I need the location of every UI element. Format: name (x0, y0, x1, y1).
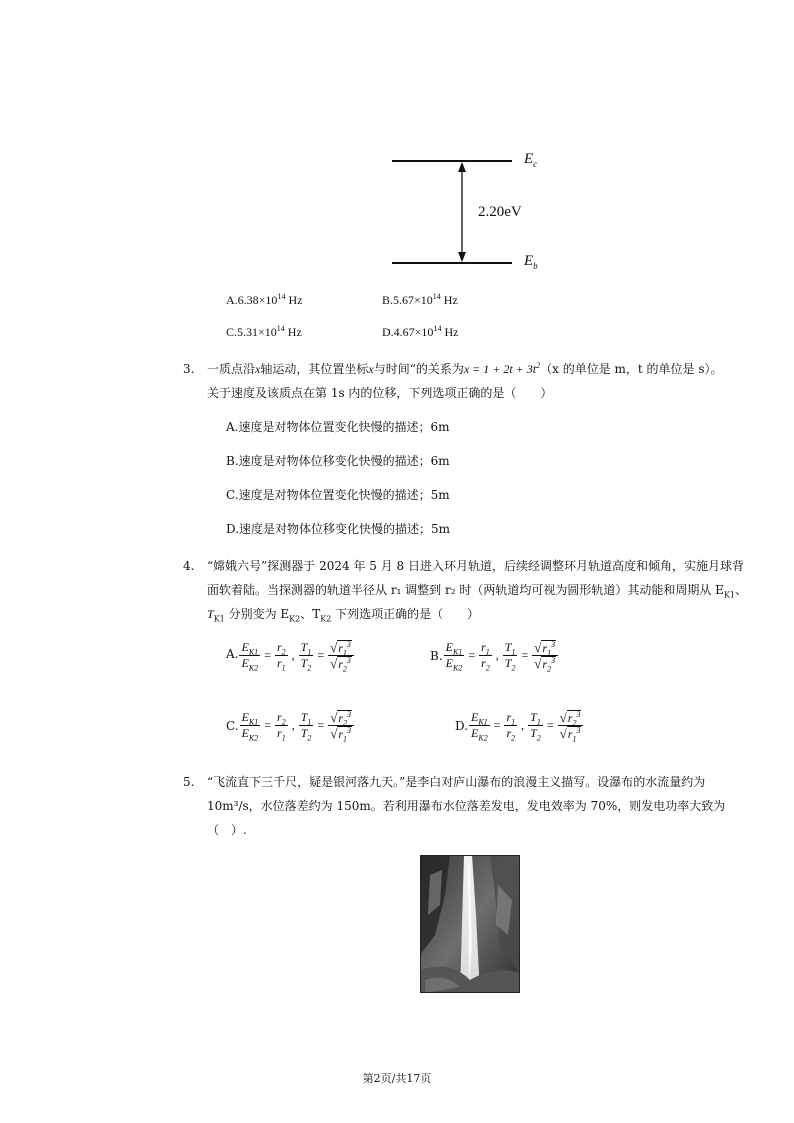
q3-option-c: C.速度是对物体位置变化快慢的描述；5m (226, 488, 450, 502)
q3-stem-line1: 一质点沿x轴运动，其位置坐标x与时间“的关系为$x = 1 + 2t + 3t^2(x$ 的单位是 m，t 的单位是 s）。 (207, 361, 723, 376)
q3-option-b: B.速度是对物体位移变化快慢的描述；6m (226, 454, 450, 468)
q2-option-c: $C.5.31\times 10^{14}$ Hz (226, 324, 302, 339)
q4-stem-line1: “嫦娥六号”探测器于 2024 年 5 月 8 日进入环月轨道，后续经调整环月轨道高度和倾角，实施月球背 (207, 559, 744, 573)
arrow-head-up (458, 162, 466, 172)
q2-option-d: $D.4.67\times 10^{14}$ Hz (382, 324, 459, 339)
q5-stem-line1: “飞流直下三千尺，疑是银河落九天。”是李白对庐山瀑布的浪漫主义描写。设瀑布的水流量约为 (207, 775, 706, 789)
q3-number: 3. (183, 362, 195, 376)
q4-stem-line3: $T_{K1}$ 分别变为 $E_{K2}$、$T_{K2}$ 下列选项正确的是（ ） (207, 607, 480, 624)
q4-option-a: A. $\frac{E_{K1}}{E_{K2}}$ = $\frac{r_2}{r_1}$ , $\frac{T_1}{T_2}$ = √ $r_1^3$ √ $r_2^3$ (226, 640, 355, 671)
q4-stem-line2: 面软着陆。当探测器的轨道半径从 r₁ 调整到 r₂ 时（两轨道均可视为圆形轨道）其动能和周期从 $E_{K1}$、 (207, 583, 748, 600)
q3-formula: $x = 1 + 2t + 3t^2$ (463, 361, 541, 376)
q4-option-d: D. $\frac{E_{K1}}{E_{K2}}$ = $\frac{r_1}{r_2}$ , $\frac{T_1}{T_2}$ = √ $r_2^3$ √ $r_1^3$ (455, 710, 584, 741)
lower-level-label: $E_b$ (524, 253, 538, 271)
q3-option-d: D.速度是对物体位移变化快慢的描述；5m (226, 522, 451, 536)
page-footer: 第2页/共17页 (362, 1072, 432, 1085)
q4-option-c: C. $\frac{E_{K1}}{E_{K2}}$ = $\frac{r_2}{r_1}$ , $\frac{T_1}{T_2}$ = √ $r_2^3$ √ $r_1^3$ (226, 710, 355, 741)
q4-number: 4. (183, 559, 195, 573)
q4-option-b: B. $\frac{E_{K1}}{E_{K2}}$ = $\frac{r_1}{r_2}$ , $\frac{T_1}{T_2}$ = √ $r_1^3$ √ $r_2^3$ (430, 640, 559, 671)
q5-stem-line2: 10m³/s，水位落差约为 150m。若利用瀑布水位落差发电，发电效率为 70%，则发电功率大致为 (207, 799, 726, 813)
arrow-head-down (458, 252, 466, 262)
q2-option-b: $B.5.67\times 10^{14}$ Hz (382, 292, 458, 307)
gap-label: 2.20eV (478, 204, 522, 220)
q5-number: 5. (183, 775, 195, 789)
q3-option-a: A.速度是对物体位置变化快慢的描述；6m (226, 420, 450, 434)
waterfall-photo (420, 855, 520, 993)
q2-option-a: $A.6.38\times 10^{14}$ Hz (226, 292, 303, 307)
q5-stem-line3: （ ）. (207, 823, 247, 837)
upper-level-label: $E_c$ (524, 151, 538, 169)
q3-stem-line2: 关于速度及该质点在第 1s 内的位移，下列选项正确的是（ ） (207, 386, 553, 400)
